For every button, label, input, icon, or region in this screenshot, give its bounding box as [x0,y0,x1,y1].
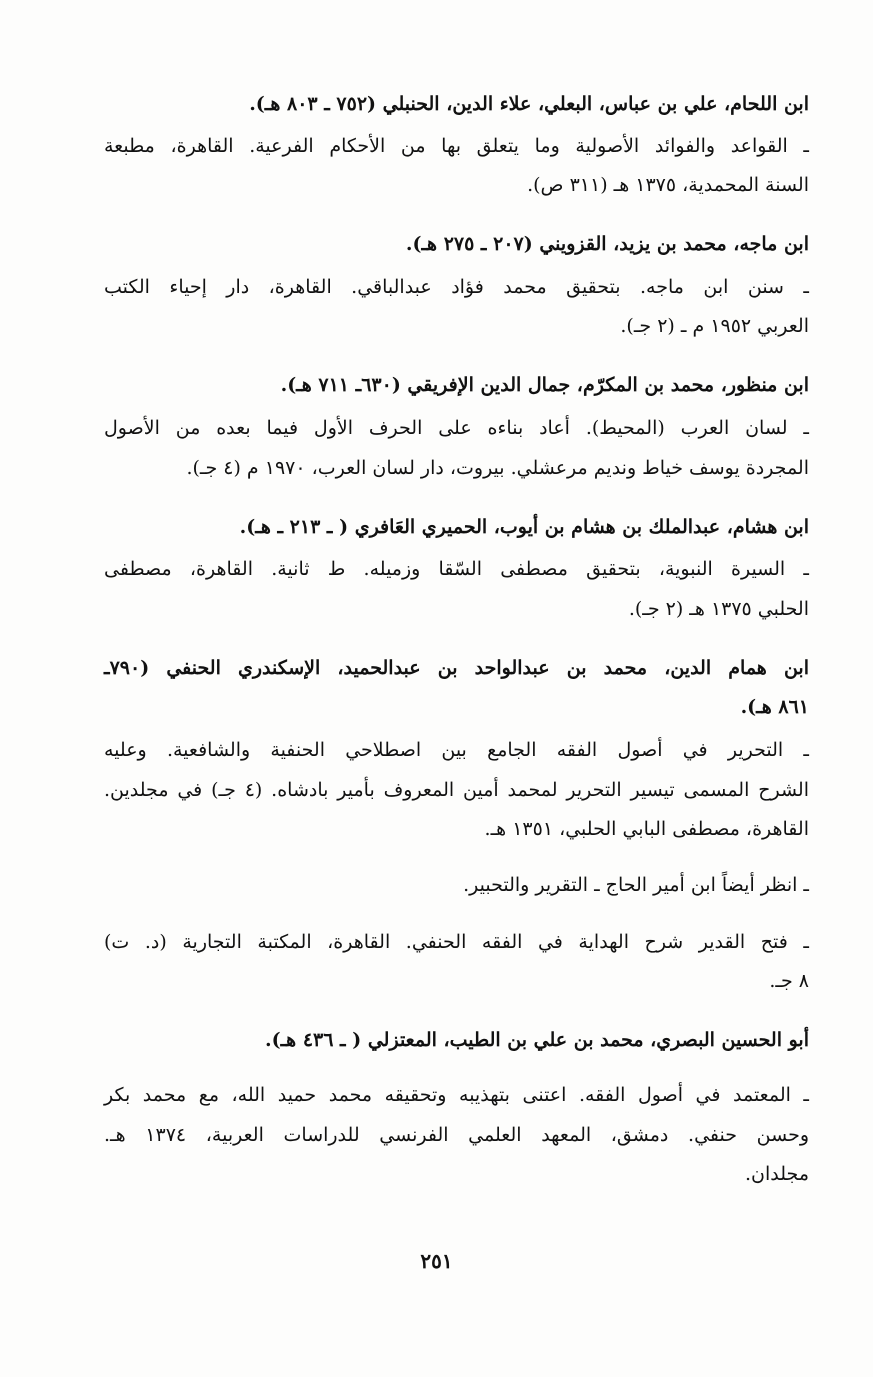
entry-heading: ابن همام الدين، محمد بن عبدالواحد بن عبدالحميد، الإسكندري الحنفي (٧٩٠ـ [104,657,809,679]
entry-text-line: السنة المحمدية، ١٣٧٥ هـ (٣١١ ص). [527,174,809,196]
entry-text-line: ـ لسان العرب (المحيط). أعاد بناءه على الحرف الأول فيما بعده من الأصول [104,417,809,439]
entry-heading: ٨٦١ هـ). [740,696,809,718]
page-number: ٢٥١ [420,1249,453,1273]
entry-note: ـ انظر أيضاً ابن أمير الحاج ـ التقرير والتحبير. [463,874,809,896]
entry-heading: ابن ماجه، محمد بن يزيد، القزويني (٢٠٧ ـ ٢٧٥ هـ). [405,233,809,255]
entry-text-line: مجلدان. [745,1163,809,1185]
entry-text-line: العربي ١٩٥٢ م ـ (٢ جـ). [620,315,809,337]
entry-text-line: الحلبي ١٣٧٥ هـ (٢ جـ). [628,598,809,620]
entry-text-line: ـ القواعد والفوائد الأصولية وما يتعلق بها من الأحكام الفرعية. القاهرة، مطبعة [104,135,809,157]
entry-text-line: ـ التحرير في أصول الفقه الجامع بين اصطلاحي الحنفية والشافعية. وعليه [104,739,809,761]
entry-text-line: المجردة يوسف خياط ونديم مرعشلي. بيروت، دار لسان العرب، ١٩٧٠ م (٤ جـ). [186,457,809,479]
entry-text-line: ـ المعتمد في أصول الفقه. اعتنى بتهذيبه وتحقيقه محمد حميد الله، مع محمد بكر [104,1084,809,1106]
entry-text-line: ـ سنن ابن ماجه. بتحقيق محمد فؤاد عبدالباقي. القاهرة، دار إحياء الكتب [104,276,809,298]
entry-text-line: القاهرة، مصطفى البابي الحلبي، ١٣٥١ هـ. [484,818,809,840]
entry-text-line: ٨ جـ. [769,970,809,992]
entry-heading: أبو الحسين البصري، محمد بن علي بن الطيب، المعتزلي ( ـ ٤٣٦ هـ). [265,1029,809,1051]
entry-text-line: ـ فتح القدير شرح الهداية في الفقه الحنفي. القاهرة، المكتبة التجارية (د. ت) [104,931,809,953]
entry-heading: ابن اللحام، علي بن عباس، البعلي، علاء الدين، الحنبلي (٧٥٢ ـ ٨٠٣ هـ). [249,93,809,115]
entry-text-line: الشرح المسمى تيسير التحرير لمحمد أمين المعروف بأمير بادشاه. (٤ جـ) في مجلدين. [104,779,809,801]
entry-text-line: وحسن حنفي. دمشق، المعهد العلمي الفرنسي للدراسات العربية، ١٣٧٤ هـ. [104,1124,809,1146]
entry-heading: ابن منظور، محمد بن المكرّم، جمال الدين الإفريقي (٦٣٠ـ ٧١١ هـ). [280,374,809,396]
entry-heading: ابن هشام، عبدالملك بن هشام بن أيوب، الحميري العَافري ( ـ ٢١٣ ـ هـ). [239,516,809,538]
entry-text-line: ـ السيرة النبوية، بتحقيق مصطفى السّقا وزميله. ط ثانية. القاهرة، مصطفى [104,558,809,580]
